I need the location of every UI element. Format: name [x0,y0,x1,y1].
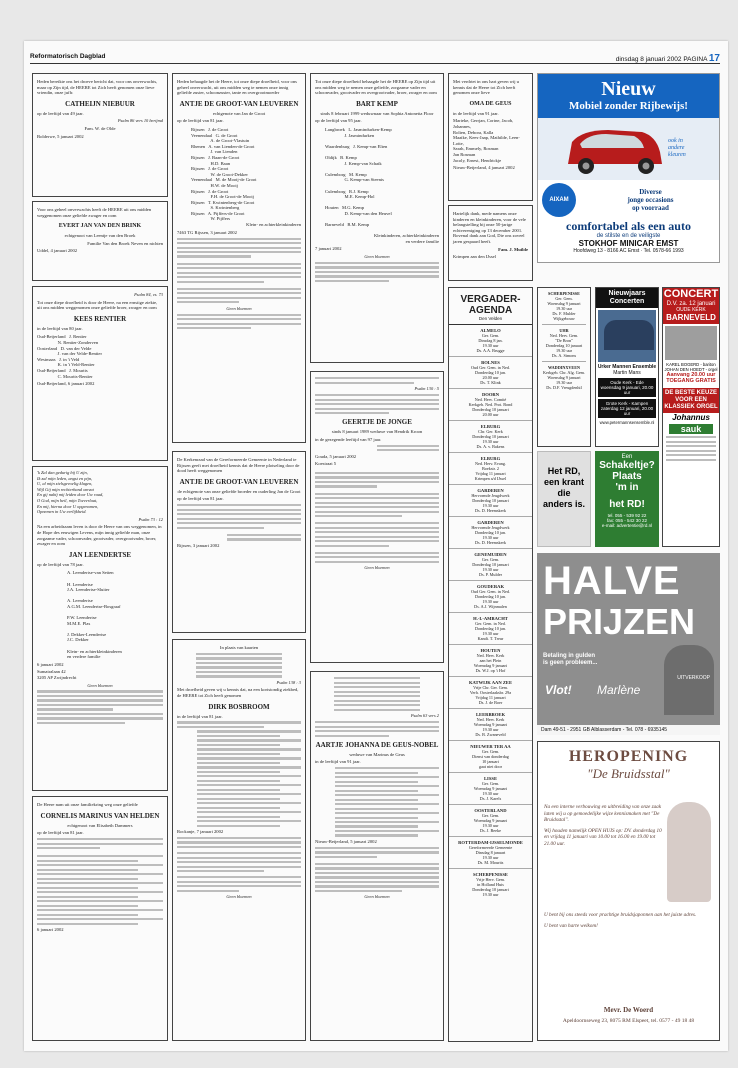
agenda-item: KATWIJK AAN ZEE Vrije Chr. Ger. Gem. Verh. Oosterlaaksbr. 29a Vrijdag 11 januari Ds. J. de Boer [449,677,532,709]
obituary-kemp: Tot onze diepe droefheid behaagde het de HEERE op Zijn tijd uit ons midden weg te nemen onze geliefde, zorgzame vader en schoonvader, grootvader en overgrootvader, broer, zwager en oom BART KEMP sinds 8 februari 1999 weduwnaar van Sophia Antonetta Floor op de leeftijd van 95 jaar. Langbroek L. Jasmindurken-Kemp J. Jasmindurken Waardenburg J. Kemp-van Elten Oldijk B. Kemp J. Kemp-van Schaik Culemborg M. Kemp G. Kemp-van Steenis Culemborg R.J. Kemp M.E. Kemp-Hol Houten M.G. Kemp D. Kemp-van den Heuvel Barneveld B.M. Kemp Kleinkinderen, achterkleinkinderen en verdere familie 7 januari 2002 Geen bloemen [310,73,444,363]
agenda-item: ELBURG Chr. Ger. Kerk Donderdag 10 januari 19.30 uur Ds. A. v. Bakens [449,421,532,453]
page-header [30,49,720,64]
paper-name: Reformatorisch Dagblad [30,53,106,60]
agenda-item: HOUTEN Ned. Herv. Kerk aan het Plein Woensdag 9 januari Ds. W.J. op 't Hof [449,645,532,677]
concerts-ad: Nieuwjaars Concerten Urker Mannen Ensemble Martin Mans Oude Kerk - Ede woensdag 9 januari, 20.00 uur Grote Kerk - Kampen zaterdag 12 januari, 20.00 uur www.petermannsensemble.nl [595,287,659,447]
obituary-de-groot-kerkenraad: De Kerkenraad van de Gereformeerde Gemeente in Nederland te Rijssen geeft met droefheid kennis dat de Heere plotseling door de dood heeft weggenomen ANTJE DE GROOT-VAN LEUVEREN de echtgenote van onze geliefde broeder en ouderling Jan de Groot op de leeftijd van 81 jaar. Rijssen, 3 januari 2002 [172,451,306,633]
svg-text:kleuren: kleuren [668,152,686,158]
agenda-item: H.-I.-AMBACHT Ger. Gem. in Ned. Donderdag 10 jan. 19.30 uur Kandi. T. Treur [449,613,532,645]
agenda-item: LISSE Ger. Gem. Woensdag 9 januari 19.30 uur Ds. J. Karels [449,773,532,805]
agenda-item: LEERBROEK Ned. Herv. Kerk Woensdag 9 januari 19.30 uur Ds. B. Zwaneveld [449,709,532,741]
agenda-item: NIEUWER TER AA Ger. Gem. Dienst van donderdag 10 januari gaat niet door [449,741,532,773]
schakel-ad: Een Schakeltje? Plaats 'm in [595,451,659,499]
thank-you-muilde: Hartelijk dank, mede namens onze kinderen en kleinkinderen, voor de vele belangstelling bij onze 50-jarige echtvereniging op 13 december 2001. Bovenal dank aan God, Die ons zoveel jaren gespaard heeft. Fam. J. Muilde Krimpen aan den IJssel [448,205,533,281]
obituary-de-groot: Heden behaagde het de Heere, tot onze diepe droefheid, voor ons geheel onverwacht, uit ons midden weg te nemen onze innig geliefde zuster, schoonzuster, tante en overgrootmoeder ANTJE DE GROOT-VAN LEUVEREN echtgenote van Jan de Groot op de leeftijd van 81 jaar. Rijssen J. de Groot Veenendaal G. de Groot A. de Groot-Vlastuin Rhenen A. van Lienden-de Groot J. van Lienden Rijssen J. Baan-de Groot H.D. Baan Rijssen J. de Groot W. de Groot-Dekker Veenendaal M. de Mooij-de Groot H.W. de Mooij Rijssen J. de Groot F.H. de Groot-de Mooij Rijssen T. Kwintenberg-de Groot S. Kwintenberg Rijssen A. Pijffers-de Groot W. Pijffers Klein- en achterkleinkinderen 7463 TG Rijssen, 3 januari 2002 Geen bloemen [172,73,306,443]
agenda-item: ELBURG Ned. Herv. Evang. Boekstr. 2 Vrijdag 11 januari Krimpen a/d IJssel [449,453,532,485]
agenda-item: ROTTERDAM-IJSSELMONDE Gereformeerde Gemeente Dinsdag 8 januari 19.30 uur Ds. M. Mourits [449,837,532,869]
agenda-item: ALMELO Ger. Gem. Dinsdag 8 jan. 19.30 uur Ds. A.A. Brugge [449,325,532,357]
halve-prijzen-ad: HALVE PRIJZEN Betaling in gulden is geen probleem... UITVERKOOP Vlot! Marlène Dam 49-51 - 2951 GB Alblasserdam - Tel. 078 - 6935145 [537,553,720,735]
obituary-rentier: Psalm 84, vs. 73 Tot onze diepe droefheid is door de Heere, na een ernstige ziekte, uit ons midden weggenomen onze geliefde broer, zwager en oom KEES RENTIER in de leeftijd van 80 jaar. Oud-Beijerland J. Rentier N. Rentier-Zonderven Oosterland D. van der Velde J. van der Velde-Rentier Westmaas J. in 't Veld K. in 't Veld-Rentier Oud-Beijerland J. Mourits C. Mourits-Rentier Oud-Beijerland, 6 januari 2002 [32,286,168,461]
svg-text:ook in: ook in [668,138,683,144]
obituary-van-helden: De Heere nam uit onze familiekring weg onze geliefde CORNELIS MARINUS VAN HELDEN echtgenoot van Elisabeth Dammers op de leeftijd van 81 jaar. 6 januari 2002 [32,796,168,1041]
agenda-item: OOSTERLAND Ger. Gem. Woensdag 9 januari 19.30 uur Ds. J. Beeke [449,805,532,837]
agenda-item: BOLNES Oud Ger. Gem. in Ned. Donderdag 10 jan. 20.00 uur Ds. T. Klink [449,357,532,389]
car-image [538,118,720,180]
aixam-logo: AIXAM [542,183,576,217]
agenda-item: DOORN Ned. Herv. Comité Kerkgeb. Ned. Prot. Bond Donderdag 10 januari 20.00 uur [449,389,532,421]
page-info: dinsdag 8 januari 2002 PAGINA 17 [615,53,720,64]
agenda-item: GOUDERAK Oud Ger. Gem. in Ned. Donderdag 10 jan. 19.30 uur Ds. A.J. Wijnmalen [449,581,532,613]
meeting-agenda [448,287,533,1042]
ensemble-photo [598,310,656,362]
agenda-item: GARDEREN Hervormde Jeugdwerk Donderdag 10 januari 19.30 uur Ds. D. Heemskerk [449,485,532,517]
agenda-scherpenisse: SCHERPENISSE Ger. Gem. Woensdag 9 januari 19.30 uur Ds. F. Mulder Wijkgebouw UHR Ned. Herv. Gem. "De Bron" Donderdag 10 januari 19.30 uur Ds. A. Simons WADDINXVEEN Kerkgeb. Chr. Alg. Gem. Woensdag 9 januari 19.30 uur Ds. D.F. Vreugdenhil [537,287,591,447]
agenda-item: SCHERPENISSE Vrije Herv. Gem. in Holland Huis Donderdag 10 januari 19.30 uur [472,872,509,897]
newspaper-page [24,41,728,1051]
rd-promo-ad: Het RD, een krant die anders is. [537,451,591,547]
obituary-bosbroom: In plaats van kaarten Psalm 138 : 3 Met droefheid geven wij u kennis dat, na een kortstondig ziekbed, de HEERE tot Zich heeft genomen DIRK BOSBROOM in de leeftijd van 81 jaar. Rockanje, 7 januari 2002 Geen bloemen [172,639,306,1041]
bride-photo [667,802,711,902]
agenda-item: GARDEREN Hervormde Jeugdwerk Donderdag 10 jan. 19.30 uur Ds. D. Heemskerk [449,517,532,549]
agenda-title: VERGADER- AGENDA Den Velden [449,288,532,325]
obituary-van-den-brink: Voor ons geheel onverwachts heeft de HEERE uit ons midden weggenomen onze geliefde zwager en oom EVERT JAN VAN DEN BRINK echtgenoot van Leentje van den Broek Familie Van den Broek Neven en nichten Uddel, 4 januari 2002 [32,201,168,281]
obituary-leendertse: 'k Zal dan gedurig bij U zijn, Ik zal mijn leden, angst en pijn, U, al mijn zielsgevoelig klagen, Wijl Gij mijn rechterhand omvat En gij nabij mij leiden door Uw raad, O God, mijn heil, mijn Toeverlaat, En mij, hierna door U opgenomen, Opnemen in Uw eerlijkheid. Psalm 73 : 12 Na een arbeidzaam leven is door de Heere van ons weggenomen, in de Hope des eeuwigen Levens, mijn innig geliefde man, onze zorgzame vader, schoonvader, grootvader, overgrootvader, broer, zwager en oom JAN LEENDERTSE op de leeftijd van 78 jaar. A. Leendertse-van Setten H. Leendertse J.A. Leendertse-Sluiter A. Leendertse A.G.M. Leendertse-Bosgraaf P.W. Leendertse M.M.E. Plas J. Dekker-Leendertse J.C. Dekker Klein- en achterkleinkinderen en verdere familie 6 januari 2002 Sumatralaan 42 3205 AP Zwijndrecht Geen bloemen [32,466,168,791]
schakel-ad-contact: het RD! tel. 055 - 539 92 22 fax: 055 - 542 30 22 e-mail: advertentie@rd.nl [595,499,659,547]
church-photo [665,326,717,360]
obituary-oma-de-geus: Met verdriet in ons hart geven wij u kennis dat de Heere tot Zich heeft genomen onze lieve OMA DE GEUS in de leeftijd van 91 jaar. Marieke, Gerrjan, Corine, Jacob, Johannes, Rolien, Debora, Kalla Maaike, Kees-Jaap, Mathilde, Leen-Lotte, Sarah, Emmely, Rosman Jan Rosman Jacoly, Ernest, Hendrickje Nieuw-Beijerland, 4 januari 2002 [448,73,533,201]
concert-barneveld-ad: CONCERT D.V. za. 12 januari OUDE KERK BARNEVELD KAREL BOGERD - bariton JOHAN DEN HOEDT - orgel Aanvang 20.00 uur TOEGANG GRATIS DE BESTE KEUZE VOOR EEN KLASSIEK ORGEL Johannus sauk [662,287,720,547]
obituary-niebuur: Heden bereikte ons het droeve bericht dat, voor ons onverwachts, maar op Zijn tijd, de HEERE tot Zich heeft genomen onze lieve vriendin, onze juffr. CATHEIJN NIEBUUR op de leeftijd van 49 jaar. Psalm 86 vers 10 berijmd Fam. W. de Olde Bolderwe, 5 januari 2002 [32,73,168,197]
minicar-headline: Nieuw Mobiel zonder Rijbewijs! [538,74,719,118]
heropening-ad: HEROPENING "De Bruidsstal" Na een interne verbouwing en uitbreiding van onze zaak laten wij u op gemoedelijke wijze kennismaken met "De Bruidsstal". Wij houden namelijk OPEN HUIS op: DV. donderdag 10 en vrijdag 11 januari van 10.00 tot 16.00 en 19.00 tot 21.00 uur. U bent bij ons steeds voor prachtige bruidsjaponnen aan het juiste adres. U bent van harte welkom! Mevr. De Woerd Apeldoornseweg 23, 8075 RM Elspeet, tel. 0577 - 49 18 48 [537,741,720,1041]
svg-text:andere: andere [668,145,685,151]
agenda-item: GENEMUIDEN Ger. Gem. Donderdag 10 januari 19.30 uur Ds. P. Mulder [449,549,532,581]
obituary-de-jonge: Psalm 130 : 5 GEERTJE DE JONGE sinds 8 januari 1989 weduwe van Hendrik Kroon in de gezegende leeftijd van 97 jaar. Gouda, 5 januari 2002 Koestraat 5 Geen bloemen [310,371,444,663]
minicar-ad: Nieuw Mobiel zonder Rijbewijs! ook in andere kleuren AIXAM Diverse jonge occasions op voorraad comfortabel als een auto de stilste en de veiligste STOKHOF MINICAR EMST Hoofdweg 13 - 8166 AC Emst · Tel. 0578-66 1993 [537,73,720,263]
obituary-de-geus-nobel: Psalm 63 vers 2 AARTJE JOHANNA DE GEUS-NOBEL weduwe van Marinus de Geus in de leeftijd van 91 jaar. Nieuw-Beijerland, 5 januari 2002 Geen bloemen [310,671,444,1041]
